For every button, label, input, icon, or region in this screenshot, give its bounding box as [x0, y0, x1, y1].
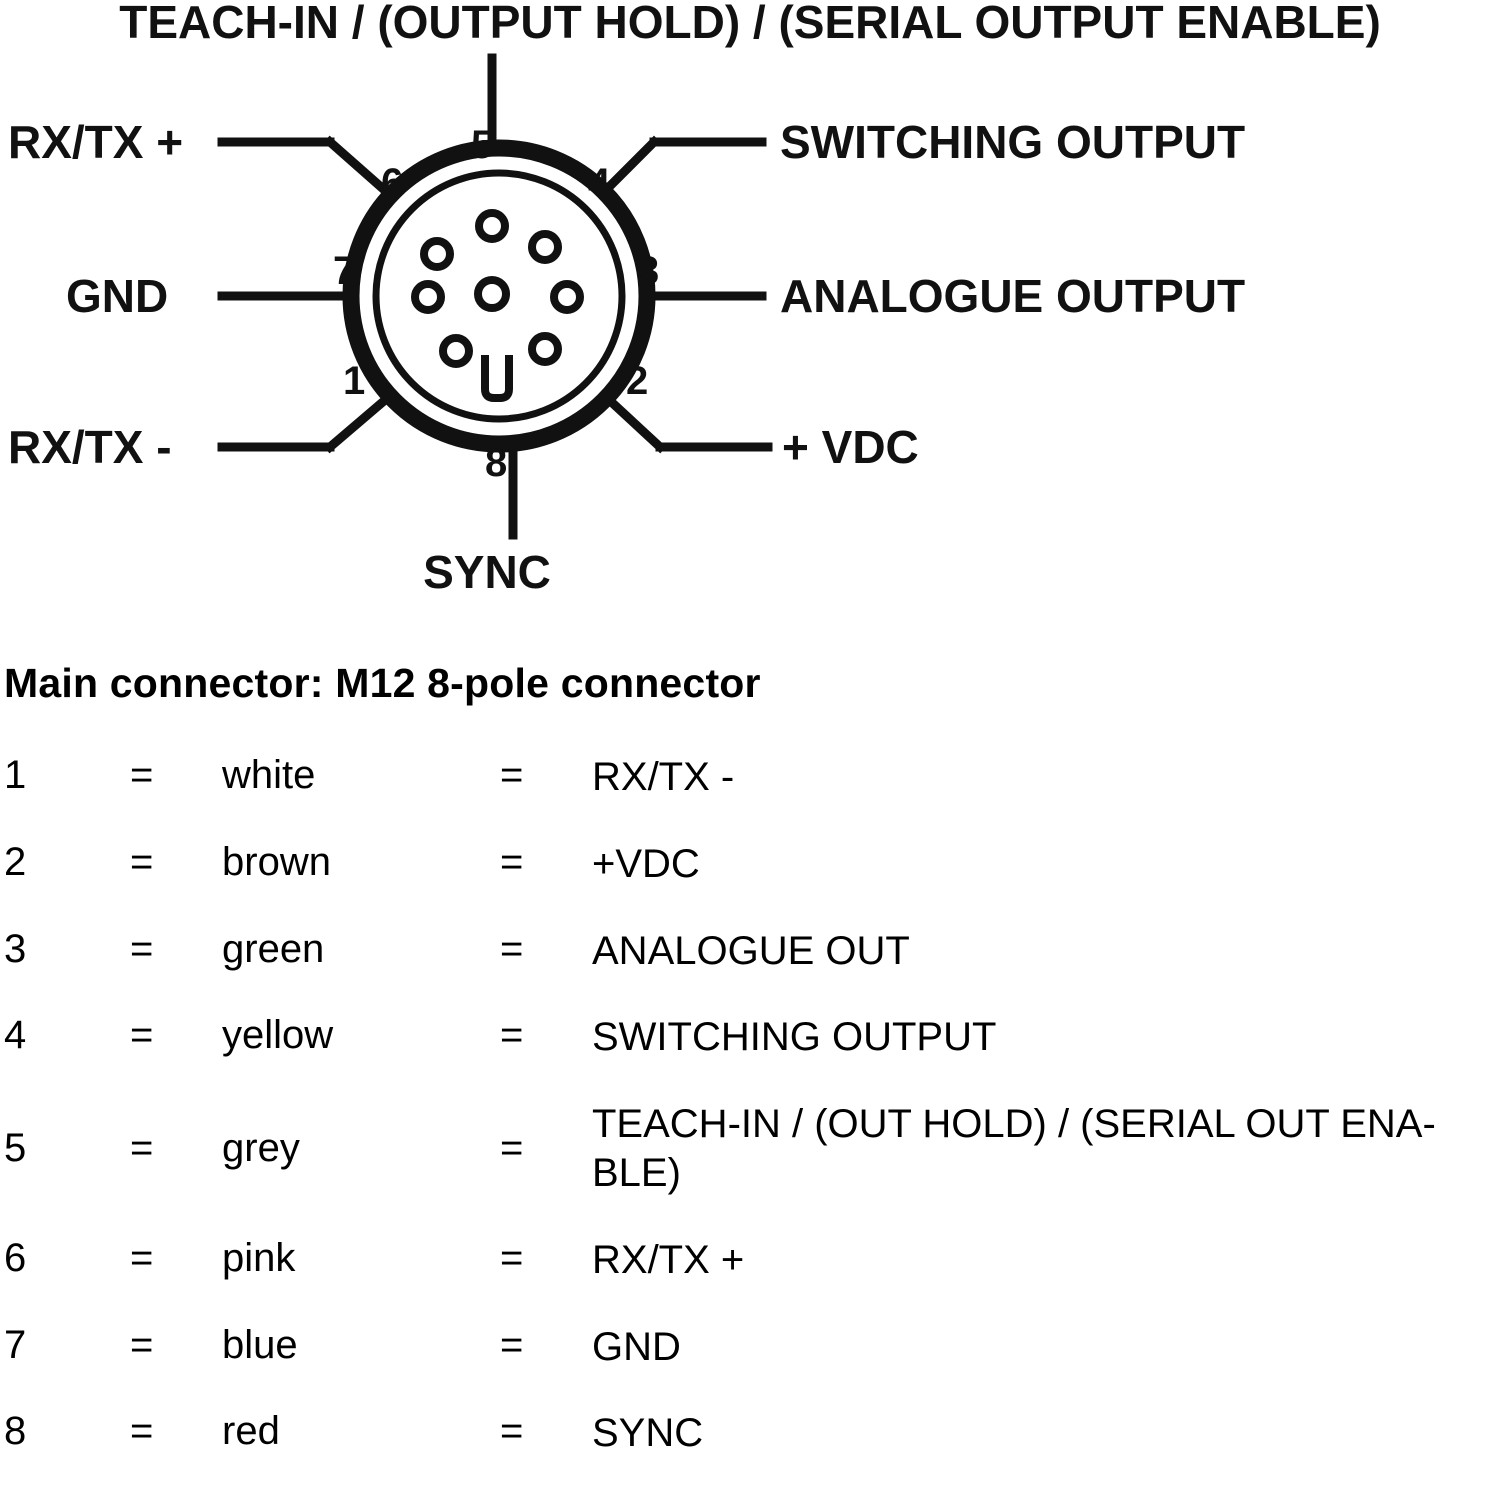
pin-assignment-legend — [0, 660, 1500, 1496]
pin-number-6: 6 — [381, 161, 404, 205]
table-row — [0, 840, 1500, 889]
pin-number-1: 1 — [343, 359, 366, 403]
wire-color: yellow — [222, 1013, 334, 1058]
signal-name: ANALOGUE OUT — [592, 928, 910, 973]
pin-number-7: 7 — [333, 249, 356, 293]
signal-name: GND — [592, 1324, 681, 1369]
legend-title: Main connector: M12 8-pole connector — [4, 660, 761, 706]
table-row — [0, 1013, 1500, 1062]
pin-number-3: 3 — [637, 249, 660, 293]
equals-sign: = — [500, 753, 524, 797]
pin-number-4: 4 — [588, 161, 611, 205]
equals-sign: = — [500, 926, 524, 971]
callout-left-top-label: RX/TX + — [8, 116, 184, 168]
callout-left-mid-label: GND — [66, 270, 169, 322]
pin-number: 4 — [4, 1013, 27, 1058]
wire-color: white — [222, 753, 316, 797]
table-row — [0, 753, 1500, 802]
pin-number: 3 — [4, 926, 27, 971]
equals-sign: = — [130, 839, 154, 884]
pin-number-2: 2 — [626, 359, 649, 403]
equals-sign: = — [500, 1409, 524, 1454]
callout-top-label: TEACH-IN / (OUTPUT HOLD) / (SERIAL OUTPUT ENABLE) — [119, 0, 1381, 48]
table-row — [0, 1236, 1500, 1285]
equals-sign: = — [130, 1322, 154, 1367]
callout-left-bottom-label: RX/TX - — [8, 421, 172, 473]
signal-name: SYNC — [592, 1411, 704, 1456]
wire-color: brown — [222, 839, 331, 884]
wire-color: red — [222, 1409, 280, 1454]
equals-sign: = — [500, 1235, 524, 1280]
pin-number: 5 — [4, 1126, 27, 1171]
pin-number: 7 — [4, 1322, 27, 1367]
callout-right-top-label: SWITCHING OUTPUT — [780, 116, 1246, 168]
wire-color: green — [222, 926, 325, 971]
wire-color: pink — [222, 1235, 296, 1280]
callout-right-mid-label: ANALOGUE OUTPUT — [780, 270, 1246, 322]
table-row — [0, 1323, 1500, 1372]
pin-number: 8 — [4, 1409, 27, 1454]
equals-sign: = — [130, 1013, 154, 1058]
equals-sign: = — [500, 1013, 524, 1058]
connector-pinout-diagram — [0, 0, 1500, 620]
equals-sign: = — [130, 1235, 154, 1280]
signal-name: RX/TX + — [592, 1237, 745, 1282]
table-row — [0, 1100, 1500, 1198]
wire-color: grey — [222, 1126, 300, 1171]
equals-sign: = — [130, 1409, 154, 1454]
equals-sign: = — [500, 1322, 524, 1367]
signal-name: RX/TX - — [592, 755, 735, 799]
pin-number: 6 — [4, 1235, 27, 1280]
wire-color: blue — [222, 1322, 298, 1367]
table-row — [0, 927, 1500, 976]
pin-number-5: 5 — [471, 123, 494, 167]
equals-sign: = — [500, 1126, 524, 1171]
signal-name: +VDC — [592, 841, 700, 886]
callout-bottom-label: SYNC — [423, 546, 551, 598]
equals-sign: = — [130, 753, 154, 797]
equals-sign: = — [130, 926, 154, 971]
table-row — [0, 1409, 1500, 1458]
signal-name: TEACH-IN / (OUT HOLD) / (SERIAL OUT ENA-BLE) — [592, 1102, 1436, 1195]
equals-sign: = — [130, 1126, 154, 1171]
callout-right-bottom-label: + VDC — [782, 421, 919, 473]
signal-name: SWITCHING OUTPUT — [592, 1015, 997, 1060]
pin-number: 2 — [4, 839, 27, 884]
equals-sign: = — [500, 839, 524, 884]
pin-number: 1 — [4, 753, 27, 797]
pin-number-8: 8 — [485, 441, 508, 485]
